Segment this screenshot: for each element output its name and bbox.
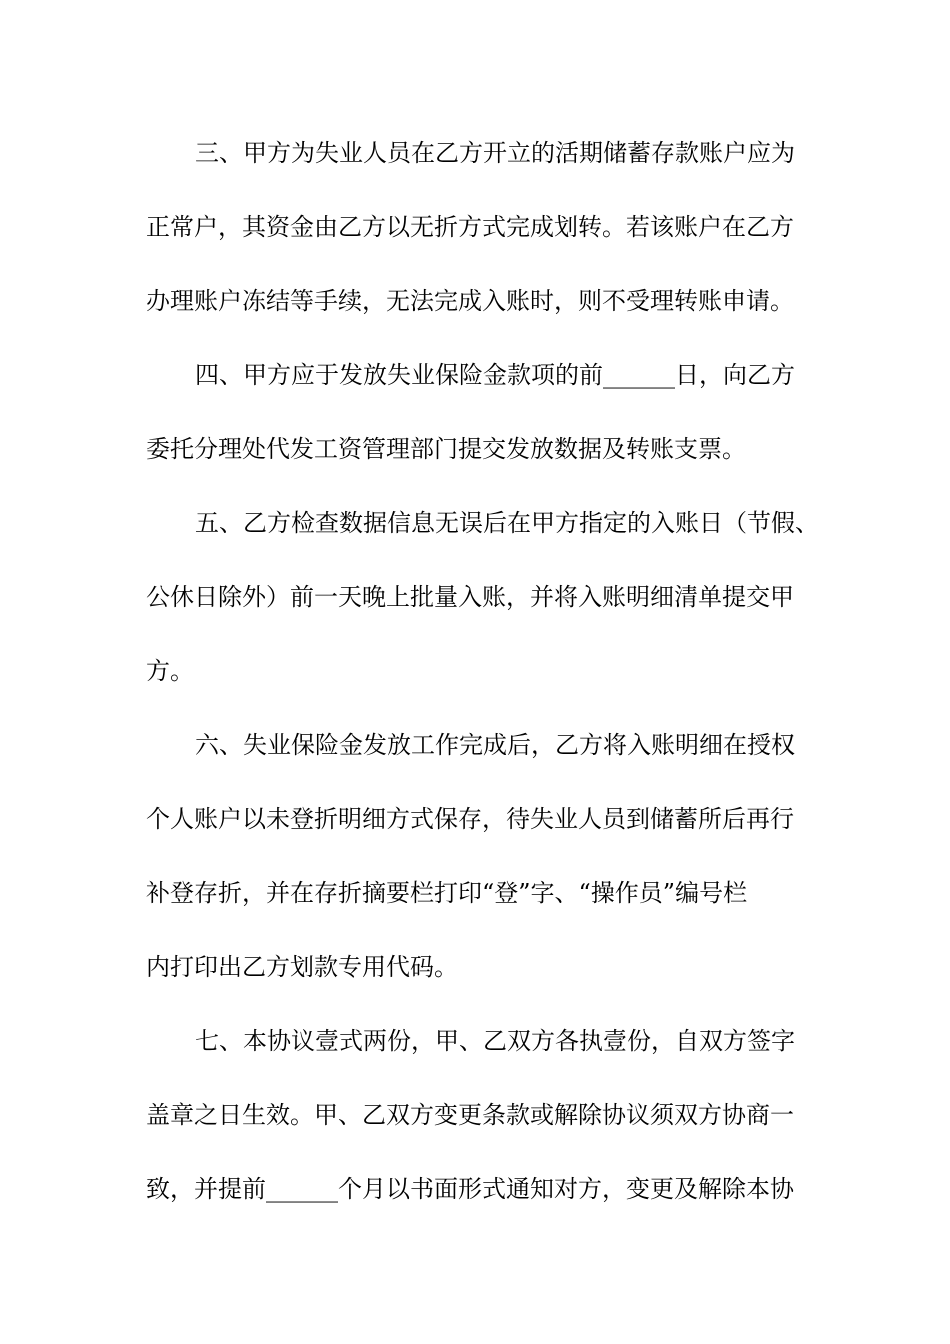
paragraph-6-line-1: 六、失业保险金发放工作完成后，乙方将入账明细在授权 <box>195 731 795 759</box>
paragraph-6-line-2: 个人账户以未登折明细方式保存，待失业人员到储蓄所后再行 <box>146 805 794 833</box>
paragraph-4-line-2: 委托分理处代发工资管理部门提交发放数据及转账支票。 <box>146 435 746 463</box>
paragraph-6-line-3: 补登存折，并在存折摘要栏打印“登”字、“操作员”编号栏 <box>146 879 748 907</box>
paragraph-7-line-1: 七、本协议壹式两份，甲、乙双方各执壹份，自双方签字 <box>195 1027 795 1055</box>
paragraph-6-line-4: 内打印出乙方划款专用代码。 <box>146 953 458 981</box>
paragraph-5-line-2: 公休日除外）前一天晚上批量入账，并将入账明细清单提交甲 <box>146 583 794 611</box>
paragraph-4-line-1: 四、甲方应于发放失业保险金款项的前______日，向乙方 <box>195 361 795 389</box>
paragraph-5-line-1: 五、乙方检查数据信息无误后在甲方指定的入账日（节假、 <box>195 509 819 537</box>
paragraph-3-line-3: 办理账户冻结等手续，无法完成入账时，则不受理转账申请。 <box>146 287 794 315</box>
paragraph-3-line-1: 三、甲方为失业人员在乙方开立的活期储蓄存款账户应为 <box>195 139 795 167</box>
paragraph-7-line-3: 致，并提前______个月以书面形式通知对方，变更及解除本协 <box>146 1175 794 1203</box>
paragraph-5-line-3: 方。 <box>146 657 194 685</box>
paragraph-7-line-2: 盖章之日生效。甲、乙双方变更条款或解除协议须双方协商一 <box>146 1101 794 1129</box>
paragraph-3-line-2: 正常户，其资金由乙方以无折方式完成划转。若该账户在乙方 <box>146 213 794 241</box>
